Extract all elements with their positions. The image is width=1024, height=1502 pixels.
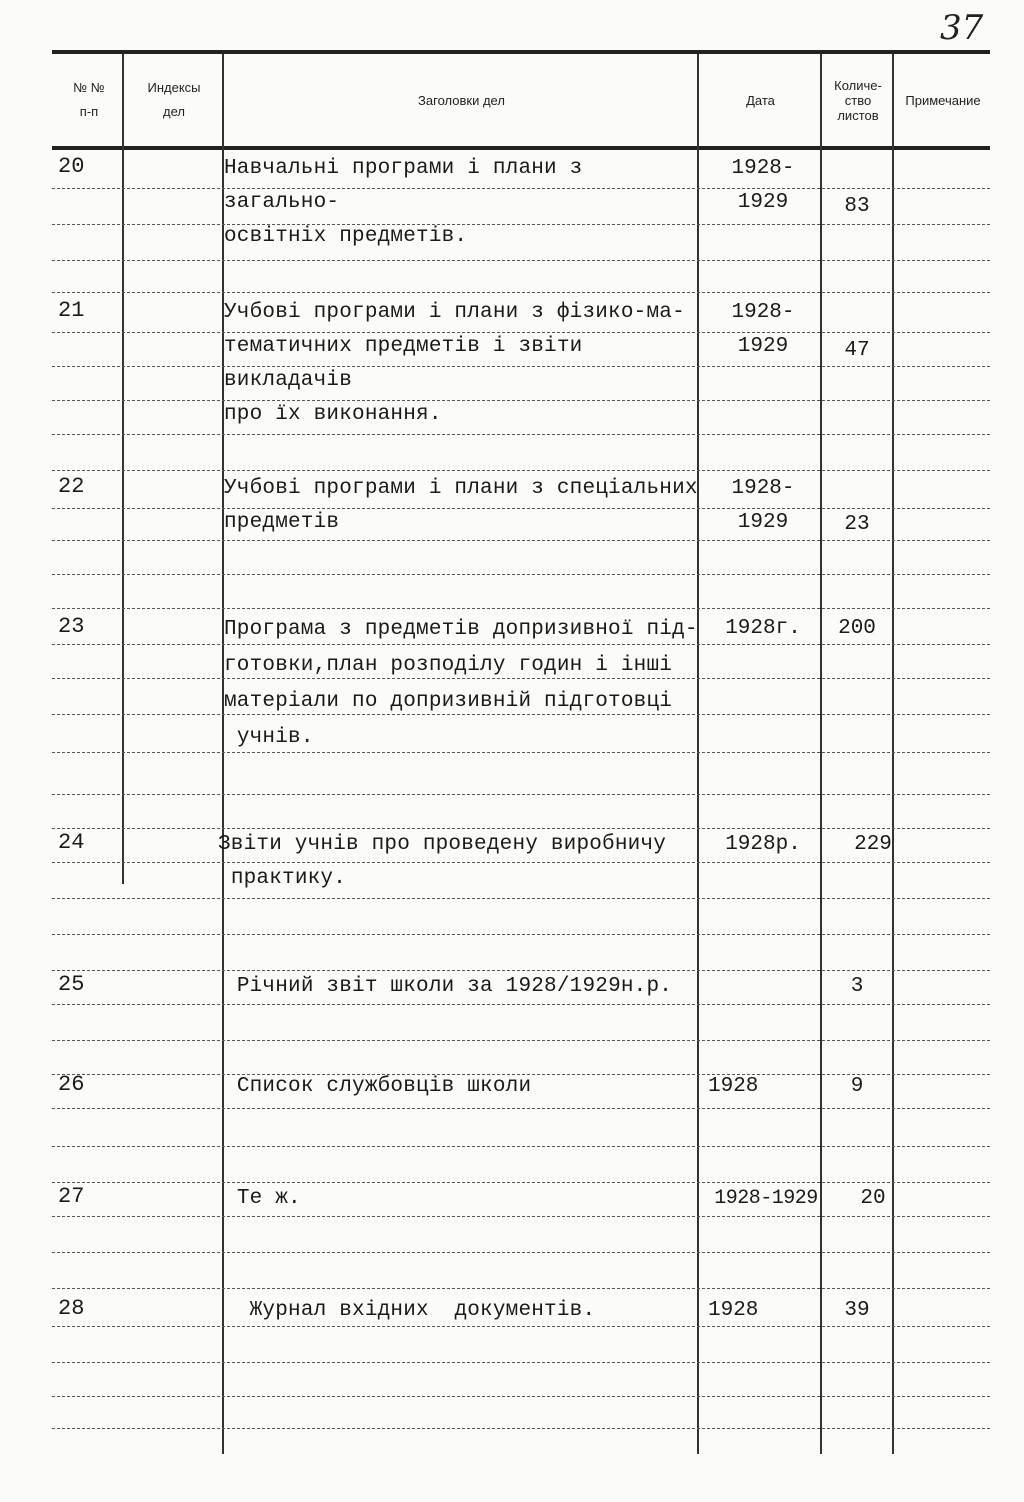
row-rule (52, 934, 990, 935)
row-rule (52, 1040, 990, 1041)
row-rule (52, 434, 990, 435)
row-title: Учбові програми і плани з фізико-ма- тематичних предметів і звіти викладачів про їх виконання. (224, 301, 685, 426)
row-date: 1928г. (725, 617, 801, 640)
row-sheets: 23 (844, 513, 870, 536)
row-rule (52, 1362, 990, 1363)
row-date: 1928-1929 (714, 1187, 818, 1210)
column-divider (892, 54, 894, 1454)
row-rule (52, 470, 990, 471)
row-sheets: 229 (854, 833, 892, 856)
row-number: 24 (58, 830, 85, 855)
row-rule (52, 1146, 990, 1147)
row-title: Те ж. (224, 1187, 301, 1210)
row-title: Учбові програми і плани з спеціальних предметів (224, 477, 698, 534)
page-number: 37 (940, 8, 984, 48)
column-divider (122, 54, 124, 884)
row-number: 22 (58, 474, 85, 499)
header-bottom-rule (52, 146, 990, 150)
row-rule (52, 794, 990, 795)
archive-inventory-table (52, 48, 990, 1458)
header-sheets: Количе- ство листов (834, 77, 882, 123)
row-rule (52, 1252, 990, 1253)
row-rule (52, 1004, 990, 1005)
row-rule (52, 1108, 990, 1109)
row-rule (52, 260, 990, 261)
row-number: 27 (58, 1184, 85, 1209)
row-number: 28 (58, 1296, 85, 1321)
header-index: Индексы дел (147, 80, 201, 119)
row-number: 23 (58, 614, 85, 639)
row-sheets: 83 (844, 195, 870, 218)
row-sheets: 47 (844, 339, 870, 362)
row-rule (52, 292, 990, 293)
row-title: Журнал вхідних документів. (224, 1299, 596, 1322)
row-title: Річний звіт школи за 1928/1929н.р. (224, 975, 673, 998)
row-rule (52, 608, 990, 609)
row-sheets: 3 (850, 975, 864, 998)
row-sheets: 20 (860, 1187, 886, 1210)
row-sheets: 39 (844, 1299, 870, 1322)
row-date: 1928- 1929 (731, 301, 795, 358)
header-date: Дата (746, 92, 775, 108)
row-date: 1928 (708, 1299, 759, 1322)
row-date: 1928- 1929 (731, 477, 795, 534)
row-number: 25 (58, 972, 85, 997)
row-title: Звіти учнів про проведену виробничу практику. (218, 833, 667, 890)
row-title: Список службовців школи (224, 1075, 532, 1098)
row-title: Навчальні програми і плани з загально- освітніх предметів. (224, 157, 583, 248)
row-sheets: 9 (850, 1075, 864, 1098)
header-num: № № п-п (73, 80, 105, 119)
row-rule (52, 898, 990, 899)
row-date: 1928 (708, 1075, 759, 1098)
row-rule (52, 1216, 990, 1217)
row-rule (52, 574, 990, 575)
column-divider (820, 54, 822, 1454)
row-number: 21 (58, 298, 85, 323)
row-rule (52, 1428, 990, 1429)
row-sheets: 200 (838, 617, 876, 640)
row-date: 1928- 1929 (731, 157, 795, 214)
row-date: 1928р. (725, 833, 801, 856)
row-rule (52, 1396, 990, 1397)
row-number: 26 (58, 1072, 85, 1097)
row-rule (52, 1288, 990, 1289)
header-title: Заголовки дел (418, 92, 505, 108)
row-title: Програма з предметів допризивної під- готовки,план розподілу годин і інші матеріали по допризивній підготовці учнів. (224, 618, 698, 749)
header-notes: Примечание (905, 92, 981, 108)
row-number: 20 (58, 154, 85, 179)
